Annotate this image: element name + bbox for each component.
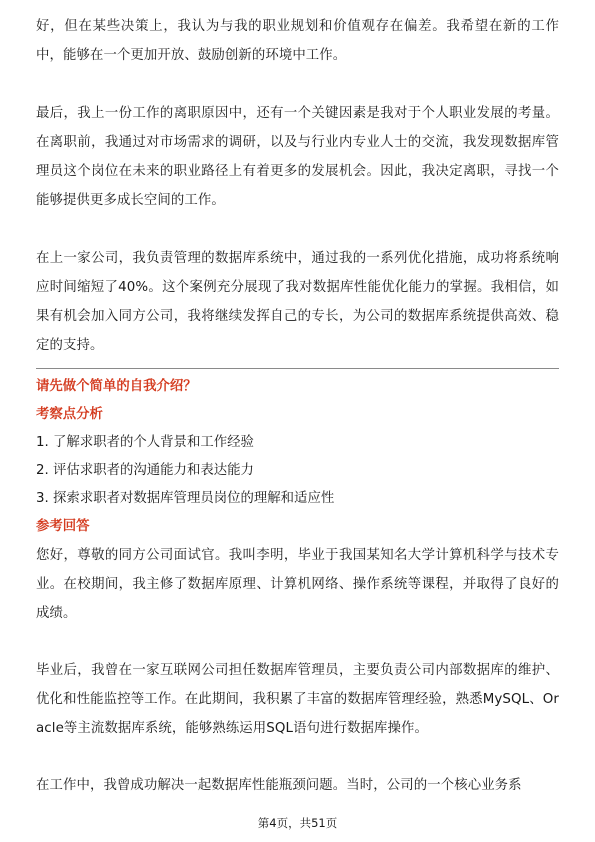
body-paragraph: 在上一家公司，我负责管理的数据库系统中，通过我的一系列优化措施，成功将系统响应时间缩短了40%。这个案例充分展现了我对数据库性能优化能力的掌握。我相信，如果有机会加入同方公司，我将继续发挥自己的专长，为公司的数据库系统提供高效、稳定的支持。 [36,251,559,353]
section-divider [36,368,559,369]
answer-paragraph: 在工作中，我曾成功解决一起数据库性能瓶颈问题。当时，公司的一个核心业务系 [36,778,522,793]
question-title: 请先做个简单的自我介绍？ [36,379,197,394]
body-paragraph: 好，但在某些决策上，我认为与我的职业规划和价值观存在偏差。我希望在新的工作中，能够在一个更加开放、鼓励创新的环境中工作。 [36,19,559,63]
analysis-heading: 考察点分析 [36,407,103,422]
analysis-item: 1. 了解求职者的个人背景和工作经验 [36,435,254,450]
page-number: 第4页，共51页 [257,816,338,830]
answer-paragraph: 毕业后，我曾在一家互联网公司担任数据库管理员，主要负责公司内部数据库的维护、优化和性能监控等工作。在此期间，我积累了丰富的数据库管理经验，熟悉MySQL、Oracle等主流数据库系统，能够熟练运用SQL语句进行数据库操作。 [36,663,559,736]
analysis-item: 2. 评估求职者的沟通能力和表达能力 [36,463,254,478]
document-page [36,12,559,800]
body-paragraph: 最后，我上一份工作的离职原因中，还有一个关键因素是我对于个人职业发展的考量。在离职前，我通过对市场需求的调研，以及与行业内专业人士的交流，我发现数据库管理员这个岗位在未来的职业路径上有着更多的发展机会。因此，我决定离职，寻找一个能够提供更多成长空间的工作。 [36,106,559,208]
answer-paragraph: 您好，尊敬的同方公司面试官。我叫李明，毕业于我国某知名大学计算机科学与技术专业。在校期间，我主修了数据库原理、计算机网络、操作系统等课程，并取得了良好的成绩。 [36,548,559,621]
answer-heading: 参考回答 [36,519,90,534]
analysis-item: 3. 探索求职者对数据库管理员岗位的理解和适应性 [36,491,335,506]
